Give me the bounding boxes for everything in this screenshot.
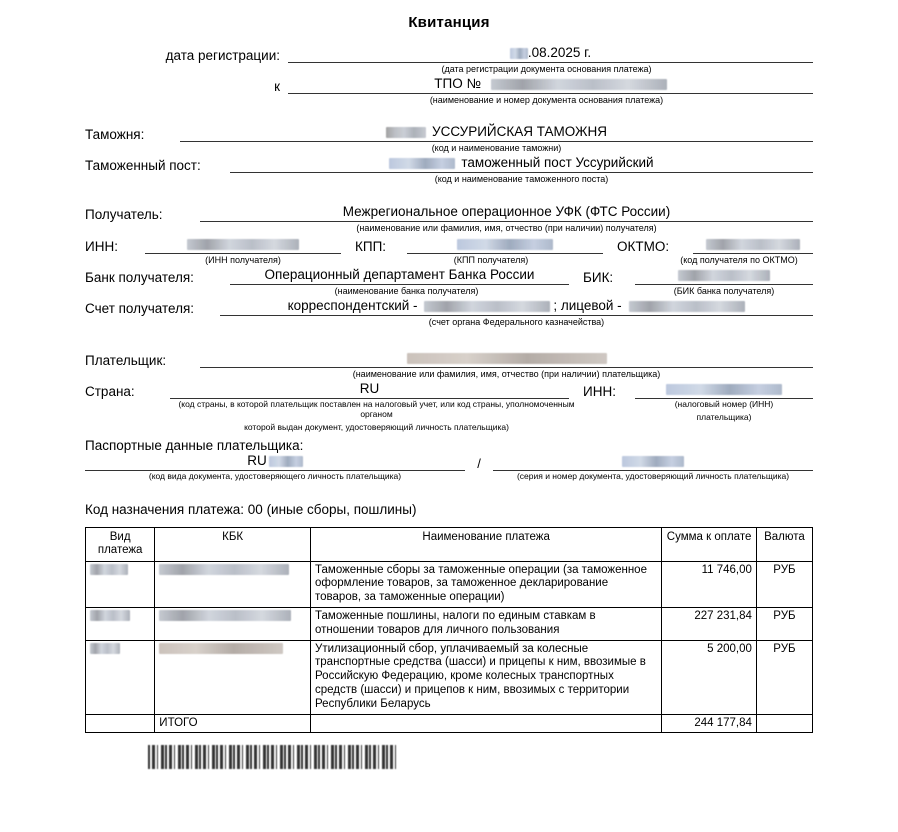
redacted-block	[159, 643, 283, 654]
payer-country-caption-row	[0, 399, 898, 434]
basis-document-caption-row	[0, 94, 898, 107]
redacted-block	[389, 158, 455, 169]
receipt-document	[0, 14, 898, 832]
payer-country-caption-line2: которой выдан документ, удостоверяющий личность плательщика)	[244, 421, 509, 432]
table-total-row	[86, 714, 813, 733]
payer-country-label: Страна:	[85, 384, 135, 400]
recipient-bank-row	[0, 267, 898, 285]
customs-office-row	[0, 124, 898, 142]
customs-post-row	[0, 155, 898, 173]
registration-date-caption: (дата регистрации документа основания платежа)	[441, 64, 652, 74]
cell-type	[86, 640, 155, 714]
redacted-block	[407, 353, 607, 364]
payer-country-value: RU	[170, 381, 569, 399]
passport-caption-left: (код вида документа, удостоверяющего личность плательщика)	[148, 471, 402, 482]
basis-document-caption: (наименование и номер документа основания платежа)	[429, 95, 664, 106]
payer-country-row	[0, 381, 898, 399]
payment-purpose-code: Код назначения платежа: 00 (иные сборы, пошлины)	[85, 502, 417, 518]
basis-document-label: ТПО №	[434, 76, 481, 92]
redacted-block	[666, 384, 782, 395]
recipient-value: Межрегиональное операционное УФК (ФТС России)	[200, 204, 813, 222]
recipient-bik-value	[635, 267, 813, 285]
passport-row	[0, 453, 898, 471]
passport-caption-row	[0, 471, 898, 484]
payer-inn-caption-line1: (налоговый номер (ИНН)	[674, 399, 774, 410]
basis-document-value	[288, 76, 813, 94]
redacted-block	[159, 564, 289, 575]
registration-date-label: дата регистрации:	[165, 48, 280, 63]
recipient-kpp-value	[407, 236, 603, 254]
page-title: Квитанция	[408, 14, 490, 31]
table-row	[86, 640, 813, 714]
recipient-caption-row	[0, 222, 898, 235]
recipient-account-personal: ; лицевой -	[553, 298, 622, 314]
basis-document-to-label: к	[274, 79, 280, 95]
recipient-account-kind: корреспондентский -	[287, 298, 418, 314]
table-row	[86, 607, 813, 640]
payer-caption: (наименование или фамилия, имя, отчество (при наличии) плательщика)	[352, 368, 661, 379]
payer-inn-value	[635, 381, 813, 399]
registration-date-row	[0, 45, 898, 63]
cell-total-name	[311, 714, 662, 733]
recipient-bank-value: Операционный департамент Банка России	[230, 267, 569, 285]
customs-office-text: УССУРИЙСКАЯ ТАМОЖНЯ	[432, 123, 607, 139]
customs-post-text: таможенный пост Уссурийский	[461, 155, 654, 171]
customs-office-caption: (код и наименование таможни)	[431, 142, 562, 153]
recipient-bik-caption: (БИК банка получателя)	[673, 286, 775, 297]
cell-currency: РУБ	[756, 561, 812, 607]
header-type: Вид платежа	[86, 528, 155, 561]
recipient-account-label: Счет получателя:	[85, 301, 195, 317]
redacted-block	[622, 456, 684, 467]
cell-total-currency	[756, 714, 812, 733]
cell-kbk	[155, 640, 311, 714]
recipient-inn-caption: (ИНН получателя)	[205, 254, 281, 265]
payer-inn-label: ИНН:	[583, 384, 616, 400]
recipient-account-value	[220, 298, 813, 316]
cell-name: Таможенные пошлины, налоги по единым ставкам в отношении товаров для личного пользования	[311, 607, 662, 640]
cell-type	[86, 561, 155, 607]
recipient-account-caption: (счет органа Федерального казначейства)	[428, 317, 605, 328]
recipient-oktmo-value	[693, 236, 813, 254]
cell-sum: 5 200,00	[662, 640, 757, 714]
redacted-block	[159, 610, 291, 621]
payer-label: Плательщик:	[85, 352, 167, 368]
header-kbk: КБК	[155, 528, 311, 561]
redacted-block	[386, 127, 426, 138]
passport-caption-right: (серия и номер документа, удостоверяющий личность плательщика)	[516, 471, 790, 482]
passport-separator: /	[477, 456, 481, 472]
redacted-block	[90, 610, 130, 621]
cell-sum: 11 746,00	[662, 561, 757, 607]
recipient-kpp-label: КПП:	[355, 238, 387, 254]
passport-doc-prefix: RU	[247, 453, 267, 469]
redacted-block	[457, 239, 553, 250]
redacted-block	[90, 564, 128, 575]
payer-caption-row	[0, 368, 898, 381]
cell-kbk	[155, 561, 311, 607]
redacted-block	[90, 643, 120, 654]
customs-post-label: Таможенный пост:	[85, 158, 201, 174]
recipient-ids-row	[0, 236, 898, 254]
passport-label: Паспортные данные плательщика:	[85, 438, 304, 454]
passport-serial-value	[493, 453, 813, 471]
recipient-label: Получатель:	[85, 207, 163, 223]
recipient-kpp-caption: (КПП получателя)	[453, 254, 529, 265]
recipient-bik-label: БИК:	[583, 270, 614, 286]
redacted-block	[678, 270, 770, 281]
cell-name: Утилизационный сбор, уплачиваемый за колесные транспортные средства (шасси) и прицепы к ним, ввозимые в Российскую Федерацию, кроме колесных транспортных средств (шасси) и прицепов к ним, ввозимых с территории Республики Беларусь	[311, 640, 662, 714]
cell-type	[86, 607, 155, 640]
registration-date-caption-row	[0, 63, 898, 76]
table-row	[86, 561, 813, 607]
redacted-block	[424, 301, 550, 312]
header-sum: Сумма к оплате	[662, 528, 757, 561]
cell-total-sum: 244 177,84	[662, 714, 757, 733]
recipient-caption: (наименование или фамилия, имя, отчество (при наличии) получателя)	[356, 223, 657, 234]
recipient-oktmo-caption: (код получателя по ОКТМО)	[680, 254, 798, 265]
recipient-oktmo-label: ОКТМО:	[617, 238, 670, 254]
cell-total-label: ИТОГО	[155, 714, 311, 733]
payer-value	[200, 350, 813, 368]
cell-kbk	[155, 607, 311, 640]
basis-document-row	[0, 76, 898, 94]
redacted-block	[491, 79, 667, 90]
passport-doc-type-value	[85, 453, 465, 471]
recipient-inn-label: ИНН:	[85, 238, 118, 254]
payer-inn-caption-line2: плательщика)	[696, 411, 752, 422]
recipient-ids-caption-row	[0, 254, 898, 267]
cell-sum: 227 231,84	[662, 607, 757, 640]
redacted-block	[269, 456, 303, 467]
cell-name: Таможенные сборы за таможенные операции (за таможенное оформление товаров, за таможенное декларирование товаров, за таможенные операции)	[311, 561, 662, 607]
cell-total-spacer	[86, 714, 155, 733]
customs-post-caption-row	[0, 173, 898, 186]
recipient-account-row	[0, 298, 898, 316]
barcode-image	[148, 745, 398, 769]
redacted-block	[187, 239, 299, 250]
recipient-row	[0, 204, 898, 222]
customs-post-caption: (код и наименование таможенного поста)	[434, 174, 609, 185]
table-header-row	[86, 528, 813, 561]
payments-table	[85, 527, 813, 733]
redacted-block	[510, 48, 528, 59]
customs-office-caption-row	[0, 142, 898, 155]
customs-office-label: Таможня:	[85, 126, 145, 142]
recipient-bank-caption: (наименование банка получателя)	[334, 286, 479, 297]
customs-office-value	[180, 124, 813, 142]
passport-title-row	[0, 438, 898, 453]
registration-date-value	[288, 45, 813, 63]
registration-date-text: .08.2025 г.	[527, 45, 592, 60]
cell-currency: РУБ	[756, 640, 812, 714]
payer-country-caption-line1: (код страны, в которой плательщик поставлен на налоговый учет, или код страны, уполномоченным органом	[178, 399, 575, 419]
header-currency: Валюта	[756, 528, 812, 561]
recipient-inn-value	[145, 236, 341, 254]
recipient-bank-caption-row	[0, 285, 898, 298]
recipient-account-caption-row	[0, 316, 898, 329]
cell-currency: РУБ	[756, 607, 812, 640]
header-name: Наименование платежа	[311, 528, 662, 561]
redacted-block	[706, 239, 800, 250]
recipient-bank-label: Банк получателя:	[85, 270, 194, 286]
redacted-block	[629, 301, 745, 312]
customs-post-value	[230, 155, 813, 173]
payer-row	[0, 350, 898, 368]
